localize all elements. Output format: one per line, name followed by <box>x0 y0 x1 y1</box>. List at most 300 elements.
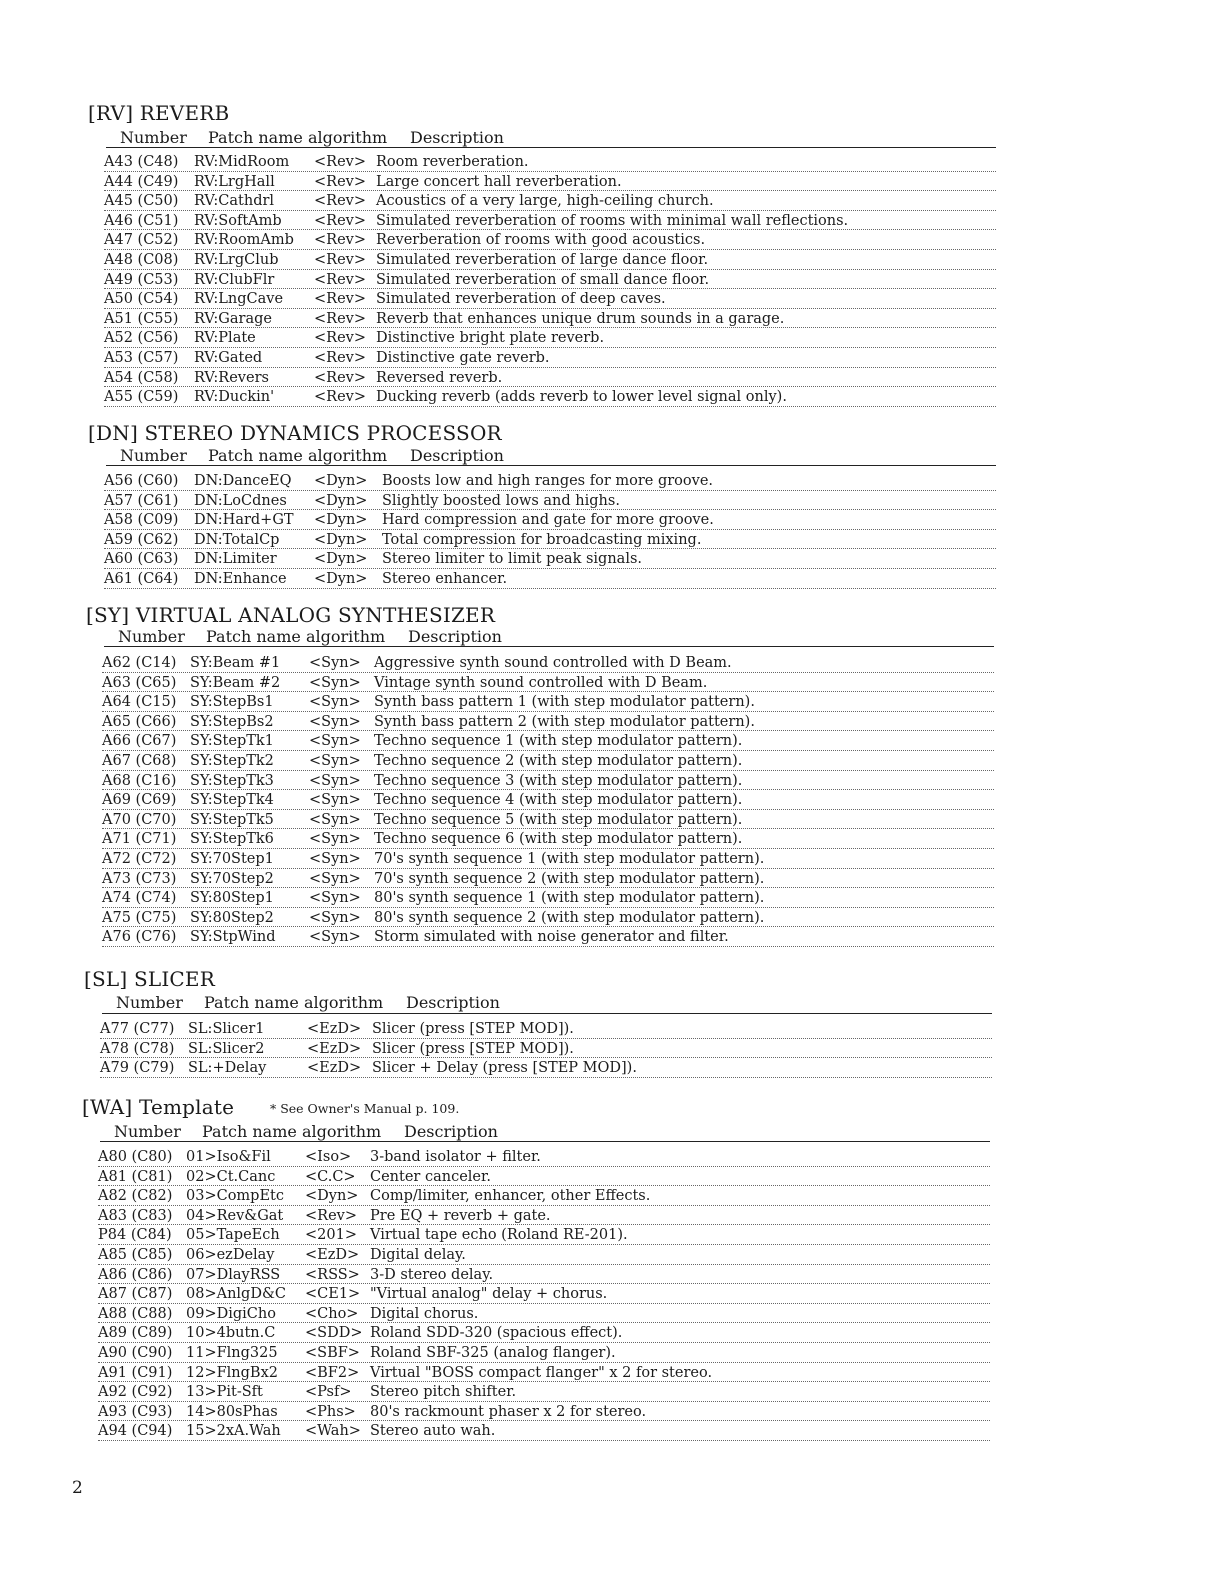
header-number: Number <box>120 446 187 465</box>
dot-leader <box>104 509 996 510</box>
dot-leader <box>104 568 996 569</box>
patch-name: DN:LoCdnes <box>194 492 287 509</box>
patch-name: RV:Plate <box>194 330 256 347</box>
patch-number: A75 (C75) <box>102 909 177 926</box>
patch-name: 08>AnlgD&C <box>186 1286 286 1303</box>
patch-name: 05>TapeEch <box>186 1227 280 1244</box>
dot-leader <box>102 868 994 869</box>
patch-name: 01>Iso&Fil <box>186 1149 271 1165</box>
dot-leader <box>104 210 996 211</box>
patch-name: RV:LrgClub <box>194 251 279 268</box>
patch-description: Reverb that enhances unique drum sounds in a garage. <box>376 310 785 327</box>
header-patch-name: Patch name <box>206 627 301 646</box>
patch-algorithm: <Rev> <box>314 310 366 327</box>
dot-leader <box>104 406 996 407</box>
patch-number: A61 (C64) <box>104 570 179 587</box>
dot-leader <box>104 171 996 172</box>
table-row <box>98 1345 990 1365</box>
patch-algorithm: <EzD> <box>307 1040 362 1057</box>
table-row <box>98 1404 990 1424</box>
table-row <box>102 812 994 832</box>
table-row <box>104 532 996 552</box>
patch-algorithm: <Syn> <box>309 831 361 848</box>
header-rule <box>100 1141 990 1142</box>
patch-algorithm: <Syn> <box>309 792 361 809</box>
patch-number: A59 (C62) <box>104 531 179 548</box>
dot-leader <box>102 750 994 751</box>
patch-number: A86 (C86) <box>98 1266 173 1283</box>
table-row <box>102 871 994 891</box>
patch-number: A74 (C74) <box>102 890 177 907</box>
patch-algorithm: <Rev> <box>314 154 366 170</box>
patch-description: Techno sequence 3 (with step modulator pattern). <box>374 772 743 789</box>
patch-number: A65 (C66) <box>102 713 177 730</box>
table-row <box>102 910 994 930</box>
patch-algorithm: <EzD> <box>307 1060 362 1077</box>
patch-name: RV:SoftAmb <box>194 212 282 229</box>
patch-number: A82 (C82) <box>98 1188 173 1205</box>
patch-number: A88 (C88) <box>98 1305 173 1322</box>
table-row <box>98 1384 990 1404</box>
patch-number: A91 (C91) <box>98 1364 173 1381</box>
patch-number: A56 (C60) <box>104 473 179 489</box>
dot-leader <box>102 926 994 927</box>
patch-description: Room reverberation. <box>376 154 529 170</box>
patch-algorithm: <BF2> <box>305 1364 360 1381</box>
header-description: Description <box>408 627 502 646</box>
table-row <box>98 1286 990 1306</box>
patch-description: Synth bass pattern 1 (with step modulator pattern). <box>374 694 755 711</box>
patch-algorithm: <Dyn> <box>305 1188 359 1205</box>
header-description: Description <box>410 446 504 465</box>
table-row <box>102 714 994 734</box>
dot-leader <box>102 691 994 692</box>
dot-leader <box>102 730 994 731</box>
table-row <box>104 473 996 493</box>
patch-name: SY:StepBs2 <box>190 713 274 730</box>
table-row <box>98 1247 990 1267</box>
patch-description: Vintage synth sound controlled with D Beam. <box>374 674 708 691</box>
patch-name: 04>Rev&Gat <box>186 1207 284 1224</box>
table-row <box>98 1325 990 1345</box>
table-row <box>102 831 994 851</box>
manual-reference-note: * See Owner's Manual p. 109. <box>270 1101 460 1116</box>
patch-algorithm: <Syn> <box>309 850 361 867</box>
patch-number: A57 (C61) <box>104 492 179 509</box>
table-row <box>104 512 996 532</box>
section-title: [DN] STEREO DYNAMICS PROCESSOR <box>88 421 502 445</box>
patch-description: Reverberation of rooms with good acoustics. <box>376 232 706 249</box>
patch-algorithm: <Rev> <box>314 349 366 366</box>
dot-leader <box>104 327 996 328</box>
patch-number: A43 (C48) <box>104 154 179 170</box>
dot-leader <box>98 1362 990 1363</box>
header-algorithm: algorithm <box>308 128 388 147</box>
table-row <box>104 350 996 370</box>
patch-algorithm: <Dyn> <box>314 551 368 568</box>
patch-description: "Virtual analog" delay + chorus. <box>370 1286 608 1303</box>
dot-leader <box>98 1401 990 1402</box>
patch-algorithm: <Rev> <box>314 389 366 406</box>
table-row <box>104 311 996 331</box>
patch-number: A51 (C55) <box>104 310 179 327</box>
patch-description: Slightly boosted lows and highs. <box>382 492 620 509</box>
patch-list <box>104 473 996 591</box>
patch-algorithm: <Wah> <box>305 1423 361 1440</box>
dot-leader <box>102 789 994 790</box>
patch-algorithm: <Rev> <box>314 251 366 268</box>
patch-name: SY:80Step1 <box>190 890 274 907</box>
patch-name: SY:StepTk3 <box>190 772 274 789</box>
table-row <box>98 1149 990 1169</box>
patch-description: Roland SBF-325 (analog flanger). <box>370 1344 616 1361</box>
patch-description: Virtual "BOSS compact flanger" x 2 for stereo. <box>370 1364 713 1381</box>
dot-leader <box>98 1303 990 1304</box>
patch-number: A48 (C08) <box>104 251 179 268</box>
patch-number: A45 (C50) <box>104 193 179 210</box>
patch-algorithm: <Rev> <box>314 271 366 288</box>
patch-name: SY:StpWind <box>190 929 276 946</box>
patch-name: DN:TotalCp <box>194 531 280 548</box>
dot-leader <box>104 308 996 309</box>
dot-leader <box>104 490 996 491</box>
table-row <box>102 851 994 871</box>
patch-algorithm: <Rev> <box>314 291 366 308</box>
table-row <box>100 1060 992 1080</box>
dot-leader <box>98 1440 990 1441</box>
patch-description: Stereo enhancer. <box>382 570 508 587</box>
patch-name: RV:Gated <box>194 349 263 366</box>
patch-algorithm: <Syn> <box>309 694 361 711</box>
patch-description: 70's synth sequence 1 (with step modulator pattern). <box>374 850 765 867</box>
patch-name: 15>2xA.Wah <box>186 1423 281 1440</box>
header-number: Number <box>114 1122 181 1141</box>
patch-algorithm: <EzD> <box>307 1021 362 1037</box>
patch-name: RV:Duckin' <box>194 389 275 406</box>
patch-number: A46 (C51) <box>104 212 179 229</box>
header-algorithm: algorithm <box>306 627 386 646</box>
patch-description: 80's rackmount phaser x 2 for stereo. <box>370 1403 647 1420</box>
patch-description: Techno sequence 1 (with step modulator pattern). <box>374 733 743 750</box>
patch-name: RV:MidRoom <box>194 154 290 170</box>
patch-description: Stereo auto wah. <box>370 1423 496 1440</box>
patch-name: DN:DanceEQ <box>194 473 292 489</box>
dot-leader <box>98 1185 990 1186</box>
patch-number: A87 (C87) <box>98 1286 173 1303</box>
patch-description: Comp/limiter, enhancer, other Effects. <box>370 1188 651 1205</box>
patch-description: Simulated reverberation of large dance floor. <box>376 251 709 268</box>
patch-algorithm: <Syn> <box>309 890 361 907</box>
patch-algorithm: <CE1> <box>305 1286 361 1303</box>
header-rule <box>104 646 994 647</box>
header-rule <box>106 147 996 148</box>
header-algorithm: algorithm <box>302 1122 382 1141</box>
dot-leader <box>102 672 994 673</box>
patch-number: A76 (C76) <box>102 929 177 946</box>
patch-algorithm: <Syn> <box>309 713 361 730</box>
header-patch-name: Patch name <box>208 446 303 465</box>
table-row <box>104 571 996 591</box>
patch-name: SY:Beam #2 <box>190 674 281 691</box>
patch-algorithm: <RSS> <box>305 1266 360 1283</box>
dot-leader <box>104 288 996 289</box>
patch-number: A90 (C90) <box>98 1344 173 1361</box>
dot-leader <box>98 1205 990 1206</box>
patch-name: SY:70Step2 <box>190 870 274 887</box>
patch-number: P84 (C84) <box>98 1227 172 1244</box>
header-patch-name: Patch name <box>204 993 299 1012</box>
patch-algorithm: <Syn> <box>309 909 361 926</box>
dot-leader <box>102 809 994 810</box>
patch-description: Acoustics of a very large, high-ceiling church. <box>376 193 714 210</box>
section-title: [SY] VIRTUAL ANALOG SYNTHESIZER <box>86 603 496 627</box>
dot-leader <box>102 887 994 888</box>
patch-number: A73 (C73) <box>102 870 177 887</box>
patch-number: A79 (C79) <box>100 1060 175 1077</box>
table-row <box>102 675 994 695</box>
table-row <box>98 1306 990 1326</box>
patch-name: SY:StepBs1 <box>190 694 274 711</box>
patch-name: 10>4butn.C <box>186 1325 276 1342</box>
dot-leader <box>102 711 994 712</box>
patch-name: SY:StepTk1 <box>190 733 274 750</box>
patch-number: A83 (C83) <box>98 1207 173 1224</box>
dot-leader <box>104 269 996 270</box>
table-row <box>104 551 996 571</box>
header-patch-name: Patch name <box>208 128 303 147</box>
patch-algorithm: <Syn> <box>309 870 361 887</box>
patch-description: Simulated reverberation of rooms with minimal wall reflections. <box>376 212 849 229</box>
patch-algorithm: <Rev> <box>314 173 366 190</box>
patch-algorithm: <Syn> <box>309 752 361 769</box>
patch-algorithm: <C.C> <box>305 1168 356 1185</box>
table-row <box>102 929 994 949</box>
dot-leader <box>104 249 996 250</box>
dot-leader <box>98 1264 990 1265</box>
patch-name: RV:ClubFlr <box>194 271 275 288</box>
section-title: [SL] SLICER <box>84 967 215 991</box>
dot-leader <box>98 1381 990 1382</box>
patch-number: A66 (C67) <box>102 733 177 750</box>
patch-name: SL:Slicer2 <box>188 1040 265 1057</box>
patch-number: A94 (C94) <box>98 1423 173 1440</box>
dot-leader <box>100 1057 992 1058</box>
patch-description: Slicer (press [STEP MOD]). <box>372 1040 574 1057</box>
header-number: Number <box>118 627 185 646</box>
patch-number: A54 (C58) <box>104 369 179 386</box>
patch-name: SY:StepTk5 <box>190 811 274 828</box>
patch-description: Techno sequence 6 (with step modulator pattern). <box>374 831 743 848</box>
patch-number: A89 (C89) <box>98 1325 173 1342</box>
dot-leader <box>102 907 994 908</box>
patch-algorithm: <Rev> <box>305 1207 357 1224</box>
patch-name: DN:Hard+GT <box>194 512 294 529</box>
patch-list <box>104 154 996 409</box>
table-row <box>104 193 996 213</box>
dot-leader <box>98 1283 990 1284</box>
header-description: Description <box>410 128 504 147</box>
patch-number: A47 (C52) <box>104 232 179 249</box>
dot-leader <box>98 1244 990 1245</box>
table-row <box>104 272 996 292</box>
dot-leader <box>104 347 996 348</box>
patch-name: 03>CompEtc <box>186 1188 284 1205</box>
patch-description: Simulated reverberation of deep caves. <box>376 291 666 308</box>
patch-name: DN:Limiter <box>194 551 277 568</box>
table-row <box>98 1267 990 1287</box>
patch-name: DN:Enhance <box>194 570 287 587</box>
dot-leader <box>104 529 996 530</box>
dot-leader <box>102 828 994 829</box>
header-rule <box>106 465 996 466</box>
patch-number: A53 (C57) <box>104 349 179 366</box>
patch-name: SY:StepTk2 <box>190 752 274 769</box>
patch-number: A49 (C53) <box>104 271 179 288</box>
patch-number: A85 (C85) <box>98 1246 173 1263</box>
patch-number: A69 (C69) <box>102 792 177 809</box>
patch-description: Reversed reverb. <box>376 369 503 386</box>
patch-number: A62 (C14) <box>102 655 177 671</box>
patch-description: Techno sequence 4 (with step modulator pattern). <box>374 792 743 809</box>
header-patch-name: Patch name <box>202 1122 297 1141</box>
patch-description: Virtual tape echo (Roland RE-201). <box>370 1227 628 1244</box>
dot-leader <box>104 190 996 191</box>
table-row <box>102 733 994 753</box>
patch-number: A60 (C63) <box>104 551 179 568</box>
table-row <box>104 213 996 233</box>
patch-number: A64 (C15) <box>102 694 177 711</box>
patch-description: Distinctive bright plate reverb. <box>376 330 605 347</box>
patch-description: Distinctive gate reverb. <box>376 349 550 366</box>
patch-description: Digital chorus. <box>370 1305 479 1322</box>
patch-name: 06>ezDelay <box>186 1246 275 1263</box>
patch-description: Simulated reverberation of small dance floor. <box>376 271 710 288</box>
patch-algorithm: <Rev> <box>314 193 366 210</box>
table-row <box>104 174 996 194</box>
patch-algorithm: <Cho> <box>305 1305 359 1322</box>
section-title: [RV] REVERB <box>88 101 230 125</box>
table-row <box>104 232 996 252</box>
table-row <box>104 330 996 350</box>
dot-leader <box>100 1077 992 1078</box>
patch-name: SL:Slicer1 <box>188 1021 265 1037</box>
dot-leader <box>102 848 994 849</box>
header-number: Number <box>116 993 183 1012</box>
patch-name: SY:StepTk4 <box>190 792 274 809</box>
patch-description: 70's synth sequence 2 (with step modulator pattern). <box>374 870 765 887</box>
section-title: [WA] Template <box>82 1095 235 1119</box>
dot-leader <box>102 946 994 947</box>
table-row <box>98 1365 990 1385</box>
patch-number: A93 (C93) <box>98 1403 173 1420</box>
patch-description: Total compression for broadcasting mixing. <box>382 531 702 548</box>
dot-leader <box>98 1166 990 1167</box>
header-algorithm: algorithm <box>304 993 384 1012</box>
patch-name: RV:LrgHall <box>194 173 275 190</box>
patch-name: 12>FlngBx2 <box>186 1364 278 1381</box>
patch-description: Slicer (press [STEP MOD]). <box>372 1021 574 1037</box>
patch-algorithm: <Rev> <box>314 369 366 386</box>
patch-name: SY:80Step2 <box>190 909 274 926</box>
table-row <box>104 493 996 513</box>
patch-number: A78 (C78) <box>100 1040 175 1057</box>
patch-description: Techno sequence 2 (with step modulator pattern). <box>374 752 743 769</box>
patch-description: 3-D stereo delay. <box>370 1266 494 1283</box>
patch-algorithm: <SDD> <box>305 1325 363 1342</box>
patch-name: RV:Garage <box>194 310 272 327</box>
patch-algorithm: <Dyn> <box>314 512 368 529</box>
patch-name: 14>80sPhas <box>186 1403 278 1420</box>
patch-number: A50 (C54) <box>104 291 179 308</box>
patch-algorithm: <Syn> <box>309 929 361 946</box>
dot-leader <box>98 1322 990 1323</box>
patch-list <box>100 1021 992 1080</box>
header-number: Number <box>120 128 187 147</box>
dot-leader <box>100 1038 992 1039</box>
header-rule <box>102 1013 992 1014</box>
patch-algorithm: <Syn> <box>309 811 361 828</box>
patch-name: 11>Flng325 <box>186 1344 278 1361</box>
table-row <box>104 389 996 409</box>
patch-algorithm: <Psf> <box>305 1384 352 1401</box>
patch-description: Techno sequence 5 (with step modulator pattern). <box>374 811 743 828</box>
table-row <box>102 773 994 793</box>
table-row <box>100 1021 992 1041</box>
patch-description: Hard compression and gate for more groove. <box>382 512 714 529</box>
patch-name: SY:StepTk6 <box>190 831 274 848</box>
table-row <box>102 792 994 812</box>
patch-algorithm: <201> <box>305 1227 357 1244</box>
patch-number: A55 (C59) <box>104 389 179 406</box>
patch-description: Storm simulated with noise generator and filter. <box>374 929 729 946</box>
patch-algorithm: <Dyn> <box>314 492 368 509</box>
dot-leader <box>104 367 996 368</box>
patch-number: A72 (C72) <box>102 850 177 867</box>
patch-description: Aggressive synth sound controlled with D Beam. <box>374 655 732 671</box>
patch-algorithm: <Syn> <box>309 674 361 691</box>
table-row <box>98 1423 990 1443</box>
table-row <box>102 694 994 714</box>
patch-description: Large concert hall reverberation. <box>376 173 622 190</box>
patch-name: RV:RoomAmb <box>194 232 294 249</box>
patch-description: 80's synth sequence 1 (with step modulator pattern). <box>374 890 765 907</box>
patch-name: SL:+Delay <box>188 1060 267 1077</box>
patch-name: 13>Pit-Sft <box>186 1384 263 1401</box>
header-algorithm: algorithm <box>308 446 388 465</box>
patch-algorithm: <Syn> <box>309 772 361 789</box>
patch-description: Stereo pitch shifter. <box>370 1384 517 1401</box>
patch-name: RV:Revers <box>194 369 269 386</box>
table-row <box>104 252 996 272</box>
dot-leader <box>98 1420 990 1421</box>
header-description: Description <box>406 993 500 1012</box>
patch-number: A68 (C16) <box>102 772 177 789</box>
patch-algorithm: <Syn> <box>309 655 361 671</box>
patch-description: 3-band isolator + filter. <box>370 1149 541 1165</box>
table-row <box>98 1227 990 1247</box>
patch-description: Center canceler. <box>370 1168 491 1185</box>
patch-description: Roland SDD-320 (spacious effect). <box>370 1325 623 1342</box>
patch-algorithm: <SBF> <box>305 1344 360 1361</box>
table-row <box>104 154 996 174</box>
patch-number: A77 (C77) <box>100 1021 175 1037</box>
patch-name: RV:Cathdrl <box>194 193 275 210</box>
patch-description: 80's synth sequence 2 (with step modulator pattern). <box>374 909 765 926</box>
table-row <box>98 1188 990 1208</box>
patch-name: SY:70Step1 <box>190 850 274 867</box>
patch-algorithm: <Rev> <box>314 232 366 249</box>
table-row <box>104 370 996 390</box>
